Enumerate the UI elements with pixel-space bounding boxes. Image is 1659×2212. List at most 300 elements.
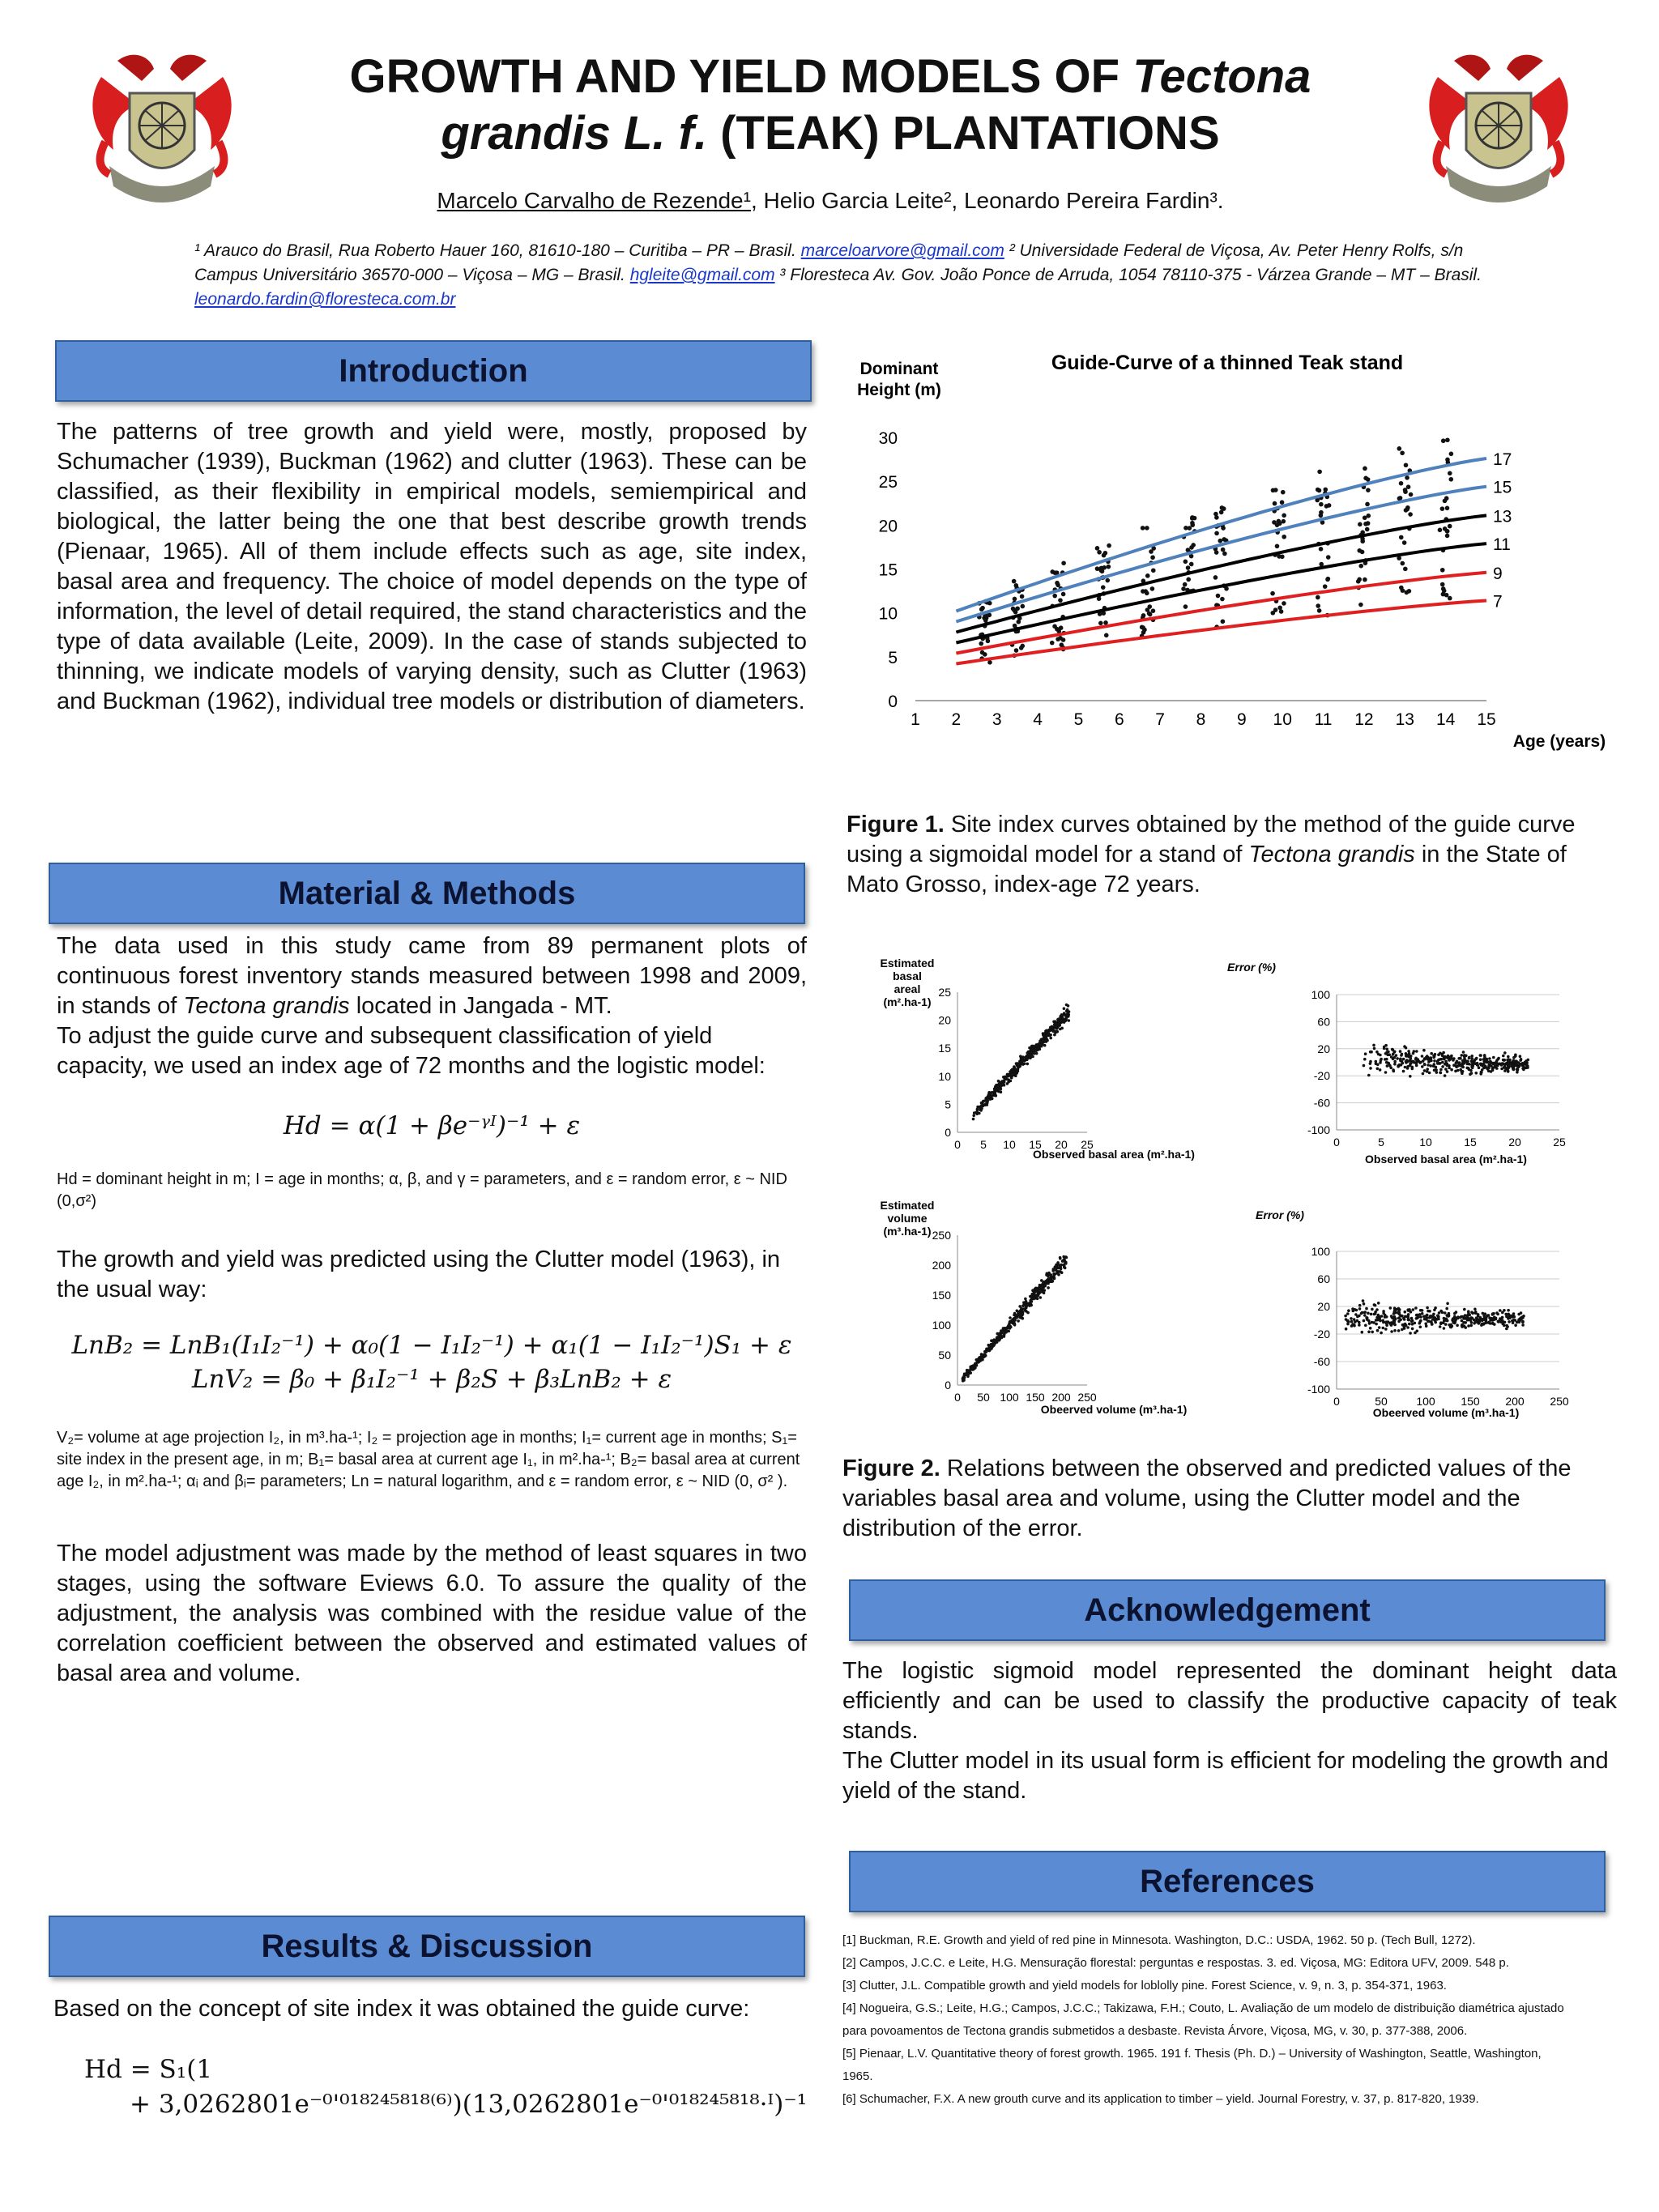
- scatter-point: [1347, 1320, 1350, 1323]
- scatter-point: [1428, 1059, 1431, 1063]
- scatter-point: [1052, 1030, 1056, 1034]
- scatter-point: [1388, 1064, 1392, 1068]
- x-tick-label: 13: [1395, 710, 1414, 729]
- methods-heading: Material & Methods: [49, 863, 805, 924]
- scatter-point: [1446, 1302, 1449, 1306]
- scatter-point: [1456, 1316, 1460, 1319]
- scatter-point: [1407, 1319, 1410, 1322]
- scatter-point: [1493, 1323, 1496, 1326]
- scatter-point: [1407, 1050, 1410, 1053]
- scatter-point: [1397, 1309, 1401, 1312]
- observation-point: [1277, 521, 1282, 526]
- scatter-point: [1026, 1063, 1030, 1066]
- observation-point: [1327, 503, 1332, 508]
- scatter-point: [1369, 1327, 1372, 1330]
- observation-point: [1319, 547, 1324, 552]
- scatter-point: [1026, 1311, 1030, 1315]
- scatter-point: [1068, 1010, 1071, 1013]
- scatter-point: [1376, 1068, 1380, 1071]
- methods-paragraph-1: [57, 931, 807, 1021]
- observation-point: [1050, 641, 1055, 646]
- observation-point: [1097, 550, 1102, 555]
- scatter-point: [1421, 1065, 1424, 1068]
- scatter-point: [1467, 1311, 1470, 1315]
- scatter-point: [1503, 1069, 1507, 1072]
- x-tick-label: 9: [1237, 710, 1247, 729]
- clutter-volume-equation: LnV₂ = β₀ + β₁I₂⁻¹ + β₂S + β₃LnB₂ + ε: [191, 1365, 672, 1394]
- scatter-point: [1383, 1046, 1386, 1049]
- scatter-point: [1444, 1323, 1448, 1326]
- observation-point: [1317, 470, 1322, 475]
- scatter-point: [1369, 1060, 1372, 1063]
- scatter-point: [1021, 1055, 1025, 1059]
- scatter-point: [1373, 1047, 1376, 1051]
- scatter-point: [1444, 1311, 1447, 1315]
- observation-point: [1095, 546, 1100, 551]
- scatter-point: [1463, 1308, 1466, 1311]
- basal-error-y-label: Error (%): [1227, 961, 1276, 974]
- scatter-point: [1385, 1320, 1388, 1323]
- scatter-point: [1387, 1051, 1390, 1054]
- scatter-point: [1479, 1058, 1482, 1061]
- x-tick-label: 15: [1464, 1136, 1477, 1149]
- observation-point: [1363, 467, 1367, 471]
- scatter-point: [1471, 1061, 1474, 1064]
- scatter-point: [1484, 1319, 1487, 1322]
- observation-point: [1183, 560, 1188, 565]
- scatter-point: [1392, 1058, 1395, 1061]
- scatter-point: [1434, 1306, 1437, 1310]
- scatter-point: [1371, 1331, 1374, 1334]
- observation-point: [1107, 543, 1111, 548]
- author-list: [267, 188, 1393, 214]
- scatter-point: [1457, 1057, 1461, 1060]
- scatter-point: [1415, 1064, 1418, 1068]
- scatter-point: [1517, 1320, 1520, 1323]
- observation-point: [1021, 604, 1026, 609]
- x-tick-label: 10: [1003, 1138, 1016, 1151]
- title-line2: (TEAK) PLANTATIONS: [707, 107, 1220, 160]
- scatter-point: [1480, 1323, 1483, 1327]
- results-heading: Results & Discussion: [49, 1916, 805, 1977]
- scatter-point: [1435, 1068, 1438, 1072]
- y-tick-label: 15: [878, 560, 898, 580]
- scatter-point: [1427, 1063, 1430, 1067]
- scatter-point: [1056, 1270, 1060, 1273]
- observation-point: [1222, 552, 1227, 556]
- scatter-point: [1469, 1319, 1472, 1322]
- scatter-point: [1431, 1323, 1434, 1326]
- observation-point: [1055, 627, 1060, 632]
- scatter-point: [1405, 1046, 1408, 1050]
- scatter-point: [1448, 1323, 1451, 1327]
- scatter-point: [1054, 1272, 1057, 1276]
- scatter-point: [1377, 1053, 1380, 1056]
- scatter-point: [1063, 1007, 1066, 1010]
- scatter-point: [1393, 1063, 1397, 1066]
- observation-point: [980, 606, 985, 611]
- y-tick-label: 15: [938, 1042, 951, 1055]
- reference-list: [842, 1929, 1636, 2111]
- scatter-point: [1456, 1324, 1459, 1328]
- scatter-point: [1377, 1302, 1380, 1305]
- scatter-point: [1032, 1051, 1035, 1055]
- observation-point: [1366, 488, 1371, 492]
- observation-point: [1014, 583, 1019, 588]
- scatter-point: [1414, 1306, 1418, 1310]
- scatter-point: [1408, 1323, 1411, 1326]
- scatter-point: [1439, 1325, 1442, 1328]
- observation-point: [1440, 506, 1445, 511]
- scatter-point: [1006, 1326, 1009, 1329]
- observation-point: [1401, 588, 1405, 593]
- scatter-point: [1461, 1065, 1464, 1068]
- observation-point: [1104, 633, 1109, 638]
- scatter-point: [1506, 1059, 1509, 1062]
- scatter-point: [1422, 1315, 1426, 1319]
- scatter-point: [1435, 1071, 1439, 1074]
- scatter-point: [1014, 1314, 1017, 1317]
- y-tick-label: 150: [932, 1289, 951, 1302]
- scatter-point: [1444, 1063, 1447, 1066]
- co-authors: , Helio Garcia Leite², Leonardo Pereira Fardin³.: [750, 188, 1224, 213]
- affiliations: [194, 239, 1507, 312]
- scatter-point: [1514, 1323, 1517, 1327]
- observation-point: [1222, 537, 1226, 542]
- observation-point: [1357, 548, 1362, 553]
- y-tick-label: -20: [1313, 1328, 1330, 1340]
- scatter-point: [1492, 1056, 1495, 1059]
- x-tick-label: 6: [1114, 710, 1124, 729]
- scatter-point: [1422, 1072, 1425, 1076]
- scatter-point: [1405, 1324, 1408, 1328]
- figure2-text: Relations between the observed and predicted values of the variables basal area and volume, using the Clutter model and the distribution of the error.: [842, 1455, 1572, 1541]
- observation-point: [1216, 594, 1221, 599]
- observation-point: [1150, 586, 1155, 591]
- scatter-point: [1397, 1329, 1401, 1332]
- scatter-point: [1434, 1321, 1437, 1324]
- observation-point: [1441, 592, 1446, 597]
- observation-point: [1150, 555, 1155, 560]
- scatter-point: [1424, 1323, 1427, 1326]
- y-axis-label-line1: Dominant: [859, 360, 939, 378]
- scatter-point: [980, 1107, 983, 1110]
- scatter-point: [1520, 1316, 1524, 1319]
- scatter-point: [1365, 1307, 1368, 1311]
- scatter-point: [1370, 1313, 1373, 1316]
- y-tick-label: -60: [1313, 1355, 1330, 1368]
- observation-point: [1012, 579, 1017, 584]
- observation-point: [1058, 636, 1063, 641]
- scatter-point: [1507, 1055, 1510, 1059]
- x-tick-label: 10: [1419, 1136, 1432, 1149]
- scatter-point: [1435, 1318, 1439, 1321]
- observation-point: [1319, 502, 1324, 507]
- observation-point: [1061, 592, 1066, 597]
- scatter-point: [1490, 1070, 1493, 1073]
- scatter-point: [1404, 1066, 1407, 1069]
- observation-point: [1220, 597, 1225, 602]
- scatter-point: [1003, 1333, 1006, 1336]
- scatter-point: [1416, 1314, 1419, 1317]
- scatter-point: [1054, 1023, 1057, 1026]
- scatter-point: [1017, 1065, 1020, 1068]
- observation-point: [1058, 598, 1063, 603]
- chart-title: Guide-Curve of a thinned Teak stand: [1051, 352, 1404, 374]
- scatter-point: [1345, 1328, 1348, 1331]
- curve-label-7: 7: [1493, 592, 1503, 612]
- scatter-point: [1055, 1025, 1058, 1029]
- scatter-point: [1502, 1323, 1505, 1326]
- scatter-point: [1503, 1059, 1506, 1062]
- scatter-point: [1514, 1061, 1517, 1064]
- email-link-3[interactable]: leonardo.fardin@floresteca.com.br: [194, 290, 456, 309]
- observation-point: [1101, 585, 1106, 590]
- scatter-point: [1401, 1053, 1404, 1056]
- scatter-point: [997, 1080, 1000, 1083]
- observation-point: [1218, 539, 1222, 543]
- scatter-point: [1353, 1324, 1356, 1328]
- affiliation-2: ² Universidade Federal de Viçosa, Av. Peter Henry Rolfs, s/n Campus Universitário 36570-000 – Viçosa – MG – Brasil.: [194, 241, 1464, 284]
- scatter-point: [988, 1348, 992, 1351]
- title-genus: Tectona: [1132, 50, 1311, 103]
- reference-item: [2] Campos, J.C.C. e Leite, H.G. Mensuração florestal: perguntas e respostas. 3. ed. Viçosa, MG: Editora UFV, 2009. 548 p.: [842, 1956, 1509, 1970]
- observation-point: [1358, 603, 1363, 607]
- scatter-point: [1399, 1050, 1402, 1053]
- observation-point: [1363, 578, 1367, 582]
- scatter-point: [1026, 1303, 1029, 1306]
- basal-y-label-1: Estimated: [880, 957, 935, 970]
- references-heading: References: [849, 1851, 1606, 1912]
- y-tick-label: 50: [938, 1349, 951, 1362]
- scatter-point: [982, 1103, 985, 1106]
- scatter-point: [973, 1111, 976, 1115]
- x-tick-label: 50: [1375, 1395, 1388, 1408]
- observation-point: [1183, 526, 1188, 531]
- scatter-point: [1464, 1321, 1467, 1324]
- observation-point: [1405, 475, 1410, 480]
- scatter-point: [1421, 1055, 1424, 1058]
- scatter-point: [1059, 1264, 1062, 1268]
- y-tick-label: 30: [878, 429, 898, 448]
- observation-point: [1275, 544, 1280, 549]
- scatter-point: [1356, 1315, 1359, 1319]
- scatter-point: [1396, 1057, 1399, 1060]
- scatter-point: [1039, 1296, 1043, 1299]
- scatter-point: [990, 1339, 993, 1342]
- email-link-1[interactable]: marceloarvore@gmail.com: [800, 241, 1004, 260]
- scatter-point: [1354, 1320, 1357, 1323]
- scatter-point: [1386, 1064, 1389, 1068]
- scatter-point: [1451, 1318, 1454, 1321]
- observation-point: [1280, 554, 1285, 559]
- scatter-point: [1496, 1058, 1499, 1061]
- observation-point: [1402, 540, 1407, 545]
- scatter-point: [977, 1358, 980, 1362]
- curve-label-17: 17: [1493, 450, 1512, 469]
- scatter-point: [1363, 1314, 1367, 1317]
- scatter-point: [1441, 1065, 1444, 1068]
- methods-species: Tectona grandis: [183, 993, 350, 1019]
- observation-point: [1403, 567, 1408, 572]
- scatter-point: [1037, 1046, 1040, 1050]
- scatter-point: [1439, 1062, 1442, 1065]
- scatter-point: [1043, 1034, 1046, 1038]
- scatter-point: [1030, 1304, 1033, 1307]
- scatter-point: [1452, 1059, 1455, 1062]
- observation-point: [987, 660, 992, 665]
- guide-curve-equation-line2: + 3,0262801e⁻⁰'⁰¹⁸²⁴⁵⁸¹⁸⁽⁶⁾)(13,0262801e⁻⁰'⁰¹⁸²⁴⁵⁸¹⁸·ᴵ)⁻¹: [130, 2090, 808, 2119]
- scatter-point: [990, 1097, 993, 1100]
- scatter-point: [1363, 1064, 1366, 1068]
- scatter-point: [1509, 1315, 1512, 1318]
- affiliation-3: ³ Floresteca Av. Gov. João Ponce de Arruda, 1054 78110-375 - Várzea Grande – MT – Brasil.: [774, 266, 1482, 284]
- figure2-caption: [842, 1454, 1612, 1544]
- x-tick-label: 200: [1051, 1391, 1071, 1404]
- observation-point: [1220, 505, 1225, 510]
- scatter-point: [1423, 1063, 1427, 1066]
- scatter-point: [1419, 1326, 1422, 1329]
- figure1-text-a: Site index curves obtained by the method of the guide curve using a sigmoidal model for a stand of: [847, 812, 1576, 867]
- scatter-point: [1350, 1320, 1354, 1323]
- observation-point: [1103, 551, 1108, 556]
- scatter-point: [1043, 1285, 1047, 1288]
- scatter-point: [1467, 1067, 1470, 1070]
- scatter-point: [1049, 1273, 1052, 1276]
- scatter-point: [1448, 1067, 1451, 1070]
- x-tick-label: 20: [1508, 1136, 1521, 1149]
- scatter-point: [1390, 1321, 1393, 1324]
- x-tick-label: 1: [911, 710, 920, 729]
- scatter-point: [1505, 1062, 1508, 1065]
- scatter-point: [1046, 1038, 1049, 1042]
- scatter-point: [1397, 1320, 1401, 1323]
- scatter-point: [1473, 1308, 1477, 1311]
- scatter-point: [1471, 1312, 1474, 1315]
- scatter-point: [1444, 1068, 1448, 1071]
- scatter-point: [1354, 1308, 1357, 1311]
- scatter-point: [1366, 1318, 1369, 1321]
- scatter-point: [1432, 1313, 1435, 1316]
- scatter-point: [1419, 1061, 1422, 1064]
- scatter-point: [1059, 1028, 1062, 1031]
- scatter-point: [975, 1362, 978, 1366]
- scatter-point: [1516, 1068, 1520, 1072]
- scatter-point: [1501, 1316, 1504, 1319]
- scatter-point: [1000, 1336, 1004, 1340]
- scatter-point: [1052, 1268, 1056, 1271]
- observation-point: [1319, 510, 1324, 515]
- scatter-point: [1501, 1311, 1504, 1315]
- y-tick-label: 0: [888, 693, 898, 711]
- scatter-point: [1367, 1312, 1370, 1315]
- scatter-point: [1414, 1057, 1418, 1060]
- scatter-point: [1489, 1322, 1492, 1325]
- curve-label-13: 13: [1493, 507, 1512, 526]
- x-tick-label: 14: [1435, 710, 1456, 729]
- reference-item: para povoamentos de Tectona grandis submetidos a desbaste. Revista Árvore, Viçosa, MG, v. 30, p. 377-388, 2006.: [842, 2024, 1468, 2038]
- scatter-point: [1474, 1058, 1478, 1061]
- scatter-point: [1486, 1067, 1490, 1070]
- y-tick-label: 25: [938, 986, 951, 999]
- scatter-point: [979, 1358, 983, 1362]
- acknowledgement-paragraph-1: The logistic sigmoid model represented the dominant height data efficiently and can be used to classify the productive capacity of teak stands.: [842, 1658, 1617, 1744]
- scatter-point: [1482, 1060, 1486, 1063]
- observation-point: [1397, 446, 1401, 451]
- scatter-point: [1379, 1061, 1382, 1064]
- scatter-point: [1350, 1317, 1353, 1320]
- x-tick-label: 3: [992, 710, 1002, 729]
- x-tick-label: 100: [1000, 1391, 1019, 1404]
- x-tick-label: 5: [1073, 710, 1084, 729]
- scatter-point: [1013, 1070, 1016, 1073]
- scatter-point: [1505, 1328, 1508, 1331]
- logistic-model-equation: Hd = α(1 + βe⁻ᵞᴵ)⁻¹ + ε: [283, 1111, 581, 1140]
- observation-point: [1448, 477, 1453, 482]
- scatter-point: [976, 1108, 979, 1111]
- observation-point: [1061, 560, 1066, 565]
- y-tick-label: 200: [932, 1259, 951, 1272]
- y-tick-label: 20: [878, 517, 898, 536]
- observation-point: [1448, 524, 1452, 529]
- observation-point: [1097, 596, 1102, 601]
- scatter-point: [1409, 1075, 1412, 1078]
- scatter-point: [1026, 1058, 1029, 1061]
- scatter-point: [1485, 1322, 1488, 1325]
- scatter-point: [1040, 1039, 1043, 1042]
- observation-point: [1316, 595, 1320, 600]
- volume-y-label-3: (m³.ha-1): [883, 1225, 932, 1238]
- scatter-point: [1514, 1054, 1517, 1057]
- scatter-point: [1486, 1315, 1489, 1318]
- observation-point: [980, 650, 985, 655]
- y-tick-label: 250: [932, 1229, 951, 1242]
- scatter-point: [1438, 1311, 1441, 1315]
- x-tick-label: 4: [1033, 710, 1043, 729]
- scatter-point: [1392, 1068, 1395, 1072]
- scatter-point: [1014, 1074, 1017, 1077]
- observation-point: [1059, 625, 1064, 630]
- scatter-point: [1423, 1069, 1427, 1072]
- y-tick-label: 100: [932, 1319, 951, 1332]
- scatter-point: [1517, 1313, 1520, 1316]
- scatter-point: [1372, 1044, 1375, 1047]
- scatter-point: [1347, 1309, 1350, 1312]
- scatter-point: [1043, 1292, 1046, 1295]
- scatter-point: [1433, 1059, 1436, 1063]
- scatter-point: [1488, 1063, 1491, 1067]
- observation-point: [1445, 534, 1450, 539]
- figure1-text-b: in the State of Mato Grosso, index-age 72 years.: [847, 842, 1567, 897]
- x-tick-label: 25: [1081, 1138, 1094, 1151]
- scatter-point: [1406, 1065, 1410, 1068]
- scatter-point: [1393, 1329, 1397, 1332]
- scatter-point: [1426, 1314, 1429, 1317]
- university-crest-left: [77, 45, 247, 215]
- scatter-point: [1407, 1309, 1410, 1312]
- x-tick-label: 200: [1505, 1395, 1525, 1408]
- scatter-point: [1527, 1059, 1530, 1062]
- scatter-point: [1470, 1057, 1473, 1060]
- observation-point: [1213, 512, 1218, 517]
- email-link-2[interactable]: hgleite@gmail.com: [629, 266, 775, 284]
- observation-point: [1060, 642, 1064, 647]
- scatter-point: [1379, 1068, 1382, 1072]
- scatter-point: [1511, 1319, 1514, 1323]
- observation-point: [1011, 607, 1016, 612]
- observation-point: [1438, 528, 1443, 533]
- scatter-point: [1009, 1074, 1012, 1077]
